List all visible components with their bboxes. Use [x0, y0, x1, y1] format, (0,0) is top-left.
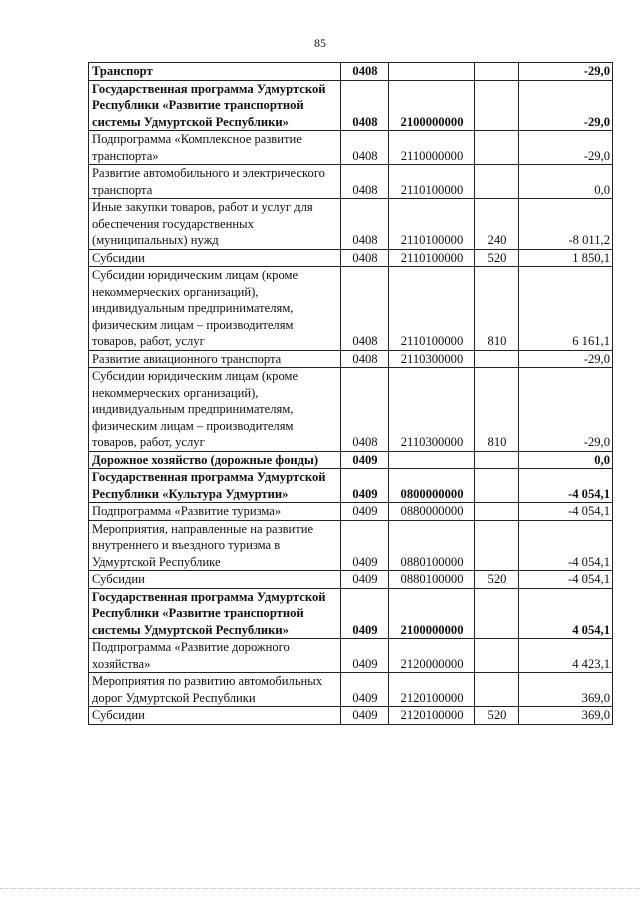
row-amount: -4 054,1: [519, 571, 613, 589]
row-name-cell: Иные закупки товаров, работ и услуг для обеспечения государственных (муниципальных) нужд: [89, 199, 341, 250]
row-amount: -29,0: [519, 80, 613, 131]
row-name-cell: Развитие авиационного транспорта: [89, 350, 341, 368]
row-expense-type-code: [475, 639, 519, 673]
table-row: [89, 673, 613, 707]
row-target-article-code: [389, 63, 475, 81]
row-target-article-code: 2110100000: [389, 267, 475, 351]
row-amount: -29,0: [519, 368, 613, 452]
table-row: [89, 520, 613, 571]
row-name-cell: Транспорт: [89, 63, 341, 81]
row-amount: 4 423,1: [519, 639, 613, 673]
row-section-code: 0408: [341, 131, 389, 165]
row-name-cell: Мероприятия по развитию автомобильных дорог Удмуртской Республики: [89, 673, 341, 707]
row-amount: -29,0: [519, 63, 613, 81]
table-row: [89, 63, 613, 81]
page-number: 85: [314, 36, 326, 50]
table-row: [89, 588, 613, 639]
row-target-article-code: 0880100000: [389, 571, 475, 589]
row-amount: -4 054,1: [519, 469, 613, 503]
row-expense-type-code: 810: [475, 368, 519, 452]
row-name-cell: Субсидии: [89, 571, 341, 589]
row-expense-type-code: [475, 80, 519, 131]
row-target-article-code: 2110100000: [389, 249, 475, 267]
row-amount: 4 054,1: [519, 588, 613, 639]
row-name-cell: Государственная программа Удмуртской Республики «Развитие транспортной системы Удмуртской Республики»: [89, 80, 341, 131]
row-name-cell: Субсидии юридическим лицам (кроме некоммерческих организаций), индивидуальным предпринимателям, физическим лицам – производителям товаров, работ, услуг: [89, 368, 341, 452]
row-target-article-code: 2100000000: [389, 80, 475, 131]
row-section-code: 0409: [341, 469, 389, 503]
row-target-article-code: 2110100000: [389, 165, 475, 199]
row-name-cell: Субсидии: [89, 249, 341, 267]
row-target-article-code: 2100000000: [389, 588, 475, 639]
row-name-cell: Подпрограмма «Развитие туризма»: [89, 503, 341, 521]
row-section-code: 0408: [341, 80, 389, 131]
row-amount: 0,0: [519, 451, 613, 469]
row-name-cell: Подпрограмма «Развитие дорожного хозяйства»: [89, 639, 341, 673]
row-section-code: 0409: [341, 451, 389, 469]
row-target-article-code: 2120100000: [389, 707, 475, 725]
table-row: [89, 199, 613, 250]
row-target-article-code: 0800000000: [389, 469, 475, 503]
row-section-code: 0408: [341, 249, 389, 267]
row-section-code: 0408: [341, 368, 389, 452]
row-name-cell: Дорожное хозяйство (дорожные фонды): [89, 451, 341, 469]
table-row: [89, 165, 613, 199]
row-amount: -29,0: [519, 131, 613, 165]
table-row: [89, 451, 613, 469]
row-amount: 1 850,1: [519, 249, 613, 267]
row-expense-type-code: 520: [475, 249, 519, 267]
row-expense-type-code: [475, 588, 519, 639]
row-expense-type-code: [475, 520, 519, 571]
row-amount: 6 161,1: [519, 267, 613, 351]
row-amount: -4 054,1: [519, 503, 613, 521]
row-expense-type-code: [475, 63, 519, 81]
table-row: [89, 131, 613, 165]
row-expense-type-code: [475, 469, 519, 503]
row-expense-type-code: [475, 673, 519, 707]
row-name-cell: Развитие автомобильного и электрического транспорта: [89, 165, 341, 199]
row-amount: 0,0: [519, 165, 613, 199]
table-body: [89, 63, 613, 725]
row-section-code: 0408: [341, 165, 389, 199]
row-section-code: 0409: [341, 707, 389, 725]
row-section-code: 0409: [341, 673, 389, 707]
row-expense-type-code: [475, 350, 519, 368]
row-target-article-code: 2110100000: [389, 199, 475, 250]
table-row: [89, 469, 613, 503]
row-amount: -8 011,2: [519, 199, 613, 250]
row-name-cell: Государственная программа Удмуртской Республики «Культура Удмуртии»: [89, 469, 341, 503]
row-amount: 369,0: [519, 707, 613, 725]
row-name-cell: Государственная программа Удмуртской Республики «Развитие транспортной системы Удмуртской Республики»: [89, 588, 341, 639]
table-row: [89, 571, 613, 589]
row-section-code: 0408: [341, 199, 389, 250]
row-section-code: 0408: [341, 350, 389, 368]
table-row: [89, 249, 613, 267]
row-name-cell: Субсидии: [89, 707, 341, 725]
table-row: [89, 267, 613, 351]
row-expense-type-code: [475, 165, 519, 199]
budget-table: [88, 62, 613, 725]
scan-footer-line: [0, 888, 640, 891]
row-target-article-code: [389, 451, 475, 469]
row-section-code: 0409: [341, 639, 389, 673]
table-row: [89, 503, 613, 521]
row-target-article-code: 2120100000: [389, 673, 475, 707]
table-row: [89, 707, 613, 725]
row-target-article-code: 0880000000: [389, 503, 475, 521]
row-section-code: 0409: [341, 571, 389, 589]
row-target-article-code: 2120000000: [389, 639, 475, 673]
row-expense-type-code: [475, 451, 519, 469]
row-target-article-code: 2110300000: [389, 350, 475, 368]
table-row: [89, 639, 613, 673]
table-row: [89, 368, 613, 452]
row-expense-type-code: [475, 503, 519, 521]
row-target-article-code: 2110000000: [389, 131, 475, 165]
row-target-article-code: 2110300000: [389, 368, 475, 452]
row-expense-type-code: 520: [475, 571, 519, 589]
row-section-code: 0409: [341, 520, 389, 571]
row-section-code: 0409: [341, 588, 389, 639]
row-amount: 369,0: [519, 673, 613, 707]
row-target-article-code: 0880100000: [389, 520, 475, 571]
table-row: [89, 350, 613, 368]
row-expense-type-code: 810: [475, 267, 519, 351]
row-amount: -4 054,1: [519, 520, 613, 571]
row-name-cell: Подпрограмма «Комплексное развитие транспорта»: [89, 131, 341, 165]
row-expense-type-code: [475, 131, 519, 165]
row-expense-type-code: 240: [475, 199, 519, 250]
row-name-cell: Субсидии юридическим лицам (кроме некоммерческих организаций), индивидуальным предпринимателям, физическим лицам – производителям товаров, работ, услуг: [89, 267, 341, 351]
table-row: [89, 80, 613, 131]
row-amount: -29,0: [519, 350, 613, 368]
row-name-cell: Мероприятия, направленные на развитие внутреннего и въездного туризма в Удмуртской Республике: [89, 520, 341, 571]
row-expense-type-code: 520: [475, 707, 519, 725]
row-section-code: 0409: [341, 503, 389, 521]
row-section-code: 0408: [341, 63, 389, 81]
row-section-code: 0408: [341, 267, 389, 351]
